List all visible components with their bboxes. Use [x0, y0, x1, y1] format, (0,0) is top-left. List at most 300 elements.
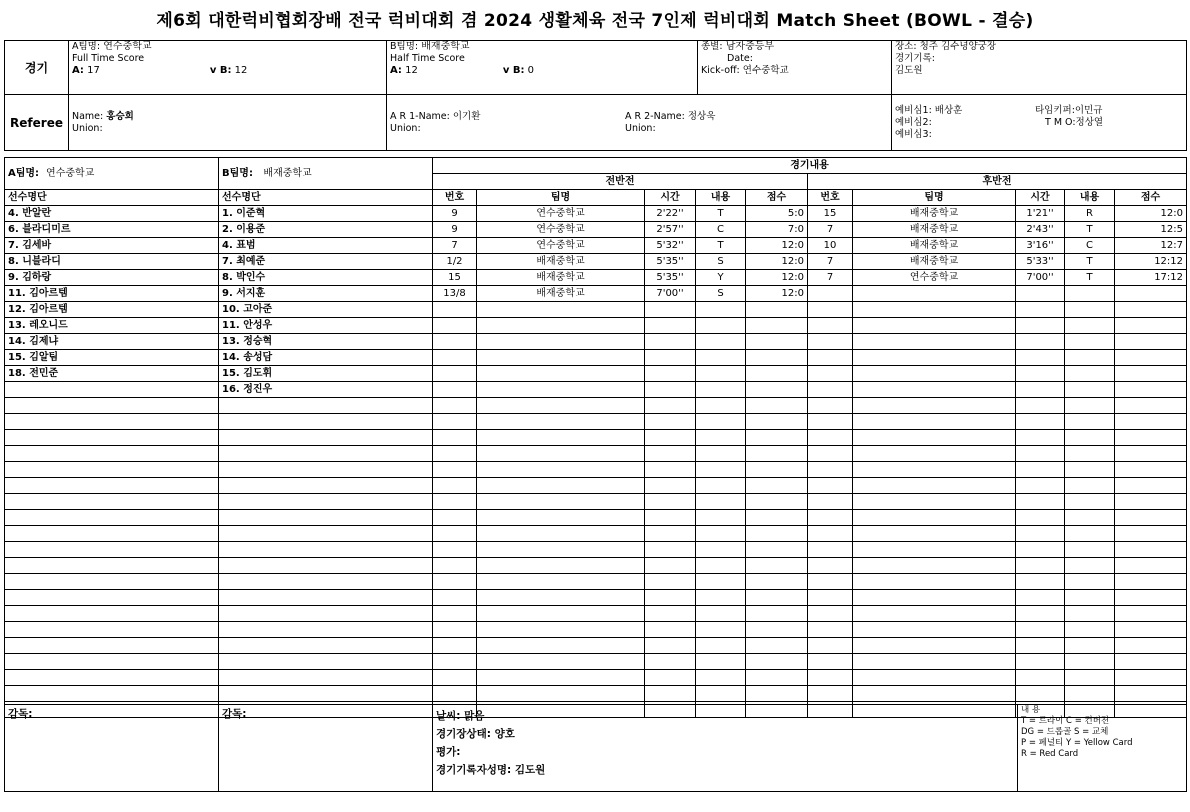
second-half-team	[853, 350, 1016, 366]
player-b: 4. 표범	[219, 238, 433, 254]
first-half-team	[477, 590, 645, 606]
player-a: 4. 반알란	[5, 206, 219, 222]
second-half-time	[1016, 526, 1065, 542]
half-time-label: Half Time Score	[390, 53, 465, 64]
second-half-team	[853, 398, 1016, 414]
second-half-type	[1065, 430, 1115, 446]
first-half-time	[645, 638, 696, 654]
player-a	[5, 638, 219, 654]
second-half-score	[1115, 382, 1187, 398]
table-row	[5, 334, 1187, 350]
second-half-number	[808, 686, 853, 702]
team-a-label: A팀명:	[8, 168, 40, 179]
first-half-score	[746, 414, 808, 430]
first-half-time	[645, 622, 696, 638]
second-half-type	[1065, 686, 1115, 702]
first-half-number	[433, 670, 477, 686]
second-half-score	[1115, 398, 1187, 414]
table-row	[5, 286, 1187, 302]
first-half-score	[746, 558, 808, 574]
second-half-score	[1115, 318, 1187, 334]
second-half-type	[1065, 558, 1115, 574]
first-half-number	[433, 350, 477, 366]
second-half-type	[1065, 654, 1115, 670]
second-half-number	[808, 590, 853, 606]
first-half-number: 9	[433, 206, 477, 222]
full-time-label: Full Time Score	[72, 53, 145, 64]
second-half-type	[1065, 382, 1115, 398]
second-half-type: T	[1065, 222, 1115, 238]
first-half-score	[746, 622, 808, 638]
first-half-team	[477, 494, 645, 510]
first-half-score	[746, 430, 808, 446]
first-half-number	[433, 510, 477, 526]
officials-info	[892, 95, 1187, 151]
legend-title: 내 용	[1021, 705, 1041, 715]
second-half-team: 연수중학교	[853, 270, 1016, 286]
first-half-type	[696, 686, 746, 702]
second-half-team	[853, 382, 1016, 398]
second-half-time: 1'21''	[1016, 206, 1065, 222]
first-half-score	[746, 494, 808, 510]
second-half-team	[853, 638, 1016, 654]
record-label: 경기기록:	[895, 53, 935, 64]
first-half-team	[477, 638, 645, 654]
player-a: 12. 김아르템	[5, 302, 219, 318]
page-title: 제6회 대한럭비협회장배 전국 럭비대회 겸 2024 생활체육 전국 7인제 럭비대회 Match Sheet (BOWL - 결승)	[156, 11, 1034, 31]
second-half-type	[1065, 574, 1115, 590]
full-time-b: 12	[234, 65, 248, 76]
first-half-number	[433, 606, 477, 622]
second-half-score	[1115, 638, 1187, 654]
second-half-team: 배재중학교	[853, 238, 1016, 254]
first-half-score: 12:0	[746, 286, 808, 302]
second-half-time	[1016, 574, 1065, 590]
second-half-score	[1115, 526, 1187, 542]
first-half-score: 12:0	[746, 238, 808, 254]
second-half-number	[808, 574, 853, 590]
table-row	[5, 622, 1187, 638]
team-a-name: 연수중학교	[103, 41, 152, 52]
player-b: 1. 이준혁	[219, 206, 433, 222]
player-a	[5, 574, 219, 590]
first-half-type	[696, 510, 746, 526]
half-time-a: 12	[405, 65, 418, 76]
player-b	[219, 494, 433, 510]
first-half-number	[433, 542, 477, 558]
first-half-type	[696, 366, 746, 382]
player-a: 9. 김하랑	[5, 270, 219, 286]
second-half-number	[808, 526, 853, 542]
second-half-score: 12:12	[1115, 254, 1187, 270]
second-half-time	[1016, 350, 1065, 366]
table-row	[5, 398, 1187, 414]
second-half-team	[853, 414, 1016, 430]
reserve-3: 예비심3:	[895, 128, 932, 140]
table-row	[5, 558, 1187, 574]
second-half-number	[808, 382, 853, 398]
first-half-number	[433, 622, 477, 638]
second-half-team	[853, 606, 1016, 622]
first-half-time	[645, 350, 696, 366]
second-half-number	[808, 302, 853, 318]
referee-name: 홍승희	[106, 110, 134, 122]
player-b	[219, 686, 433, 702]
second-half-time	[1016, 558, 1065, 574]
player-a: 15. 김알팀	[5, 350, 219, 366]
evaluation: 평가:	[436, 746, 461, 758]
second-half-score	[1115, 446, 1187, 462]
player-b	[219, 638, 433, 654]
column-header: 내용	[1065, 190, 1115, 206]
player-a	[5, 430, 219, 446]
first-half-time	[645, 654, 696, 670]
player-b: 8. 박인수	[219, 270, 433, 286]
second-half-time	[1016, 590, 1065, 606]
first-half-team: 배재중학교	[477, 254, 645, 270]
first-half-score	[746, 590, 808, 606]
table-row	[5, 494, 1187, 510]
first-half-time	[645, 542, 696, 558]
player-b	[219, 398, 433, 414]
second-half-score	[1115, 494, 1187, 510]
table-row	[5, 318, 1187, 334]
second-half-score	[1115, 590, 1187, 606]
table-row	[5, 606, 1187, 622]
second-half-type	[1065, 606, 1115, 622]
first-half-time	[645, 590, 696, 606]
second-half-team: 배재중학교	[853, 222, 1016, 238]
second-half-number	[808, 542, 853, 558]
second-half-team	[853, 494, 1016, 510]
second-half-time	[1016, 622, 1065, 638]
first-half-team: 배재중학교	[477, 286, 645, 302]
table-row	[5, 430, 1187, 446]
column-header: 점수	[1115, 190, 1187, 206]
first-half-type	[696, 574, 746, 590]
player-a: 8. 니블라디	[5, 254, 219, 270]
legend: 내 용 T = 트라이 C = 컨버젼 DG = 드롭골 S = 교체 P = 페널티 Y = Yellow Card R = Red Card	[1018, 705, 1187, 792]
first-half-team	[477, 398, 645, 414]
division: 남자중등부	[725, 41, 775, 52]
player-a	[5, 558, 219, 574]
player-b	[219, 446, 433, 462]
first-half-type	[696, 350, 746, 366]
second-half-score	[1115, 686, 1187, 702]
first-half-number	[433, 318, 477, 334]
player-b	[219, 558, 433, 574]
date-label: Date:	[727, 53, 753, 64]
first-half-time	[645, 334, 696, 350]
second-half-time	[1016, 510, 1065, 526]
second-half-time	[1016, 302, 1065, 318]
first-half-type	[696, 334, 746, 350]
player-a: 11. 김아르템	[5, 286, 219, 302]
first-half-team	[477, 430, 645, 446]
table-row	[5, 526, 1187, 542]
player-b	[219, 430, 433, 446]
player-a	[5, 510, 219, 526]
second-half-number	[808, 286, 853, 302]
team-b-heading	[219, 158, 433, 190]
field-condition: 경기장상태: 양호	[436, 728, 515, 740]
first-half-number	[433, 334, 477, 350]
first-half-team	[477, 606, 645, 622]
first-half-number	[433, 382, 477, 398]
first-half-score	[746, 318, 808, 334]
second-half-team	[853, 558, 1016, 574]
second-half-time	[1016, 398, 1065, 414]
table-row	[5, 462, 1187, 478]
second-half-score	[1115, 414, 1187, 430]
second-half-type: C	[1065, 238, 1115, 254]
first-half-score	[746, 670, 808, 686]
first-half-number	[433, 478, 477, 494]
second-half-type	[1065, 510, 1115, 526]
second-half-score	[1115, 350, 1187, 366]
first-half-score	[746, 510, 808, 526]
second-half-time	[1016, 366, 1065, 382]
second-half-team: 배재중학교	[853, 254, 1016, 270]
table-row	[5, 206, 1187, 222]
first-half-time	[645, 302, 696, 318]
first-half-team	[477, 414, 645, 430]
second-half-team	[853, 286, 1016, 302]
second-half-number	[808, 510, 853, 526]
first-half-time	[645, 462, 696, 478]
first-half-type	[696, 558, 746, 574]
first-half-type: T	[696, 238, 746, 254]
table-row	[5, 270, 1187, 286]
first-half-team	[477, 542, 645, 558]
reserve-1: 예비심1: 배상훈	[895, 104, 963, 116]
second-half-number: 7	[808, 270, 853, 286]
venue: 청주 김수녕양궁장	[919, 41, 997, 52]
first-half-team: 배재중학교	[477, 270, 645, 286]
table-row	[5, 302, 1187, 318]
first-half-time	[645, 526, 696, 542]
first-half-score	[746, 366, 808, 382]
first-half-team	[477, 446, 645, 462]
second-half-time	[1016, 414, 1065, 430]
first-half-score	[746, 574, 808, 590]
table-row	[5, 446, 1187, 462]
second-half-score	[1115, 462, 1187, 478]
column-header: 시간	[1016, 190, 1065, 206]
second-half-type	[1065, 622, 1115, 638]
first-half-team	[477, 478, 645, 494]
second-half-team	[853, 366, 1016, 382]
match-info-table	[4, 40, 1187, 151]
first-half-team	[477, 366, 645, 382]
team-b-name: 배재중학교	[421, 41, 470, 52]
first-half-type	[696, 446, 746, 462]
second-half-time	[1016, 686, 1065, 702]
first-half-team	[477, 622, 645, 638]
first-half-number	[433, 494, 477, 510]
second-half-score	[1115, 302, 1187, 318]
player-a	[5, 526, 219, 542]
column-header: 팀명	[853, 190, 1016, 206]
second-half-score	[1115, 622, 1187, 638]
first-half-type	[696, 606, 746, 622]
first-half-time	[645, 510, 696, 526]
second-half-type	[1065, 366, 1115, 382]
second-half-type	[1065, 526, 1115, 542]
first-half-score	[746, 686, 808, 702]
second-half-score	[1115, 286, 1187, 302]
team-a-name: 연수중학교	[46, 168, 95, 179]
second-half-type	[1065, 286, 1115, 302]
first-half-type	[696, 638, 746, 654]
player-a: 6. 블라디미르	[5, 222, 219, 238]
second-half-time	[1016, 542, 1065, 558]
second-half-type: T	[1065, 270, 1115, 286]
second-half-team: 배재중학교	[853, 206, 1016, 222]
second-half-time	[1016, 430, 1065, 446]
player-a	[5, 462, 219, 478]
player-b	[219, 526, 433, 542]
second-half-team	[853, 574, 1016, 590]
table-row	[5, 382, 1187, 398]
first-half-type	[696, 590, 746, 606]
first-half-type: S	[696, 254, 746, 270]
player-b	[219, 590, 433, 606]
first-half-score	[746, 478, 808, 494]
second-half-team	[853, 302, 1016, 318]
reserve-2: 예비심2:	[895, 116, 932, 128]
first-half-number: 13/8	[433, 286, 477, 302]
ar1-name: 이기환	[452, 110, 481, 122]
first-half-heading: 전반전	[433, 174, 808, 190]
first-half-time	[645, 606, 696, 622]
player-b	[219, 478, 433, 494]
second-half-type	[1065, 446, 1115, 462]
first-half-time	[645, 430, 696, 446]
first-half-type: S	[696, 286, 746, 302]
first-half-number	[433, 654, 477, 670]
player-a	[5, 382, 219, 398]
first-half-time	[645, 574, 696, 590]
first-half-type	[696, 398, 746, 414]
player-a	[5, 478, 219, 494]
second-half-score	[1115, 574, 1187, 590]
referee-info: Name: 홍승희 Union:	[69, 95, 387, 151]
column-header: 번호	[433, 190, 477, 206]
second-half-number	[808, 670, 853, 686]
second-half-team	[853, 478, 1016, 494]
player-a: 7. 김세바	[5, 238, 219, 254]
first-half-type	[696, 430, 746, 446]
player-a	[5, 414, 219, 430]
second-half-number	[808, 334, 853, 350]
first-half-number	[433, 526, 477, 542]
second-half-time	[1016, 494, 1065, 510]
recorder-name: 경기기록자성명: 김도원	[436, 764, 546, 776]
column-header: 시간	[645, 190, 696, 206]
player-b	[219, 622, 433, 638]
table-row	[5, 574, 1187, 590]
second-half-type	[1065, 334, 1115, 350]
table-row	[5, 350, 1187, 366]
player-a: 18. 전민준	[5, 366, 219, 382]
player-a: 14. 김제냐	[5, 334, 219, 350]
second-half-type	[1065, 462, 1115, 478]
first-half-time	[645, 670, 696, 686]
first-half-score	[746, 350, 808, 366]
first-half-time	[645, 558, 696, 574]
first-half-team	[477, 302, 645, 318]
first-half-team	[477, 350, 645, 366]
first-half-number	[433, 590, 477, 606]
player-a	[5, 686, 219, 702]
first-half-type: C	[696, 222, 746, 238]
team-b-info: B팀명: 배재중학교 Half Time Score A: 12 v B: 0	[387, 41, 698, 95]
second-half-type	[1065, 318, 1115, 334]
column-header: 팀명	[477, 190, 645, 206]
second-half-score	[1115, 654, 1187, 670]
first-half-time: 2'57''	[645, 222, 696, 238]
first-half-team: 연수중학교	[477, 238, 645, 254]
ar2-name: 정상욱	[687, 110, 716, 122]
first-half-type	[696, 526, 746, 542]
second-half-time: 2'43''	[1016, 222, 1065, 238]
conditions	[433, 705, 1018, 792]
player-b: 14. 송성담	[219, 350, 433, 366]
second-half-number	[808, 350, 853, 366]
player-b: 2. 이용준	[219, 222, 433, 238]
player-a	[5, 446, 219, 462]
second-half-score	[1115, 670, 1187, 686]
second-half-score	[1115, 606, 1187, 622]
first-half-team	[477, 318, 645, 334]
table-row	[5, 686, 1187, 702]
full-time-a: 17	[87, 65, 100, 76]
first-half-time: 7'00''	[645, 286, 696, 302]
first-half-number	[433, 462, 477, 478]
table-row	[5, 222, 1187, 238]
second-half-number	[808, 558, 853, 574]
first-half-type	[696, 414, 746, 430]
team-b-name: 배재중학교	[263, 168, 312, 179]
first-half-score	[746, 638, 808, 654]
second-half-score: 12:0	[1115, 206, 1187, 222]
second-half-team	[853, 622, 1016, 638]
second-half-number	[808, 606, 853, 622]
second-half-time: 3'16''	[1016, 238, 1065, 254]
second-half-score: 12:5	[1115, 222, 1187, 238]
second-half-time	[1016, 670, 1065, 686]
first-half-time	[645, 414, 696, 430]
second-half-type	[1065, 542, 1115, 558]
players-a-heading: 선수명단	[5, 190, 219, 206]
second-half-team	[853, 670, 1016, 686]
first-half-type	[696, 382, 746, 398]
tmo: T M O:정상열	[1045, 116, 1104, 128]
second-half-team	[853, 542, 1016, 558]
first-half-score	[746, 462, 808, 478]
first-half-score	[746, 398, 808, 414]
coach-b: 감독:	[219, 705, 433, 792]
second-half-team	[853, 526, 1016, 542]
first-half-number: 7	[433, 238, 477, 254]
first-half-type	[696, 542, 746, 558]
second-half-score	[1115, 510, 1187, 526]
player-a: 13. 레오니드	[5, 318, 219, 334]
team-b-label: B팀명:	[222, 168, 253, 179]
second-half-type	[1065, 414, 1115, 430]
first-half-type: T	[696, 206, 746, 222]
